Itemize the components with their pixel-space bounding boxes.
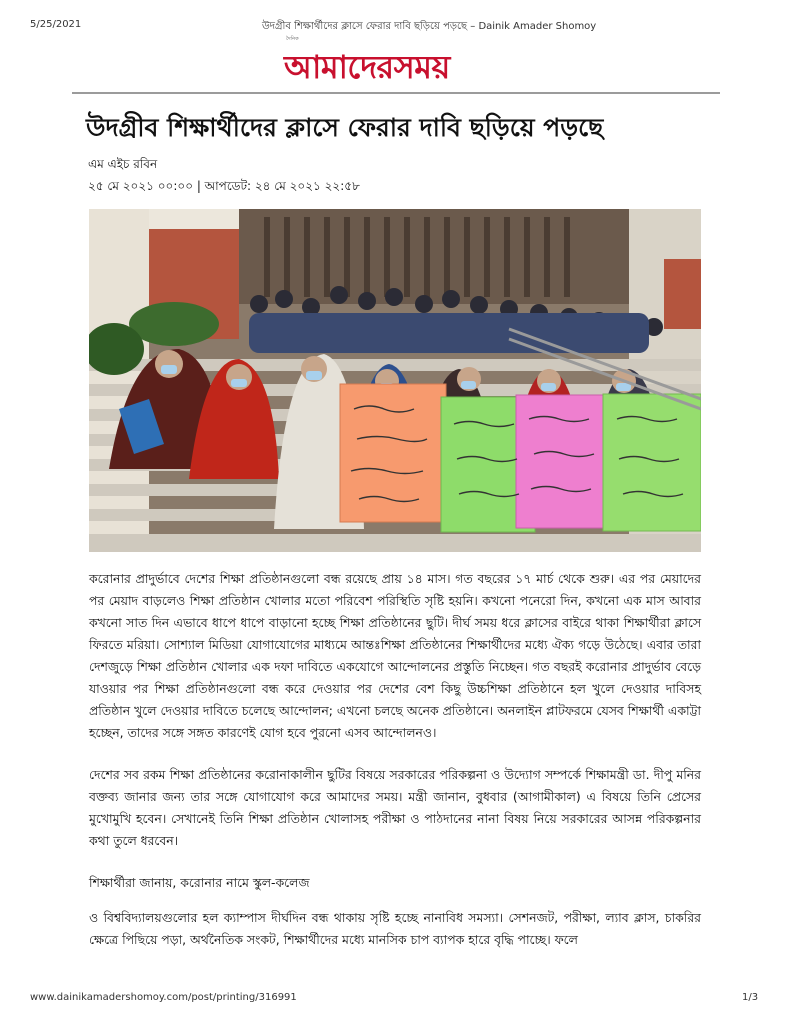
article-photo <box>89 209 701 552</box>
logo-text: আমাদেরসময় <box>284 48 450 86</box>
logo-tagline: দৈনিক <box>286 36 299 42</box>
article-dates: ২৫ মে ২০২১ ০০:০০ | আপডেট: ২৪ মে ২০২১ ২২:৫৮ <box>88 179 360 193</box>
article-author: এম এইচ রবিন <box>88 157 158 171</box>
article-headline: উদগ্রীব শিক্ষার্থীদের ক্লাসে ফেরার দাবি ছড়িয়ে পড়ছে <box>86 113 604 142</box>
page-number: 1/3 <box>742 992 759 1003</box>
article-paragraph: দেশের সব রকম শিক্ষা প্রতিষ্ঠানের করোনাকালীন ছুটির বিষয়ে সরকারের পরিকল্পনা ও উদ্যোগ সম্পর্কে শিক্ষামন্ত্রী ডা. দীপু মনির বক্তব্য জানার জন্য তার সঙ্গে যোগাযোগ করে আমাদের সময়। মন্ত্রী জানান, বুধবার (আগামীকাল) এ বিষয়ে তিনি প্রেসের মুখোমুখি হবেন। সেখানেই তিনি শিক্ষা প্রতিষ্ঠান খোলাসহ পরীক্ষা ও পাঠদানের নানা বিষয় নিয়ে সরকারের আসন্ন পরিকল্পনার কথা তুলে ধরবেন। <box>89 767 701 848</box>
print-page-title: উদগ্রীব শিক্ষার্থীদের ক্লাসে ফেরার দাবি ছড়িয়ে পড়ছে – Dainik Amader Shomoy <box>262 21 597 32</box>
newspaper-logo[interactable] <box>284 36 514 84</box>
article-paragraph: করোনার প্রাদুর্ভাবে দেশের শিক্ষা প্রতিষ্ঠানগুলো বন্ধ রয়েছে প্রায় ১৪ মাস। গত বছরের ১৭ মার্চ থেকে শুরু। এর পর মেয়াদের পর মেয়াদ বাড়লেও শিক্ষা প্রতিষ্ঠান খোলার মতো পরিবেশ পরিস্থিতি সৃষ্টি হয়নি। কখনো পনেরো দিন, কখনো এক মাস আবার কখনো সাত দিন এভাবে ধাপে ধাপে বাড়ানো হচ্ছে শিক্ষা প্রতিষ্ঠানের ছুটি। দীর্ঘ সময় ধরে ক্লাসের বাইরে থাকা শিক্ষার্থীরা ক্লাসে ফিরতে মরিয়া। সোশ্যাল মিডিয়া যোগাযোগের মাধ্যমে আন্তঃশিক্ষা প্রতিষ্ঠানের শিক্ষার্থীদের মধ্যে ঐক্য গড়ে উঠেছে। এবার তারা দেশজুড়ে শিক্ষা প্রতিষ্ঠান খোলার এক দফা দাবিতে একযোগে আন্দোলনের প্রস্তুতি নিচ্ছেন। গত বছরই করোনার প্রাদুর্ভাব বেড়ে যাওয়ার পর শিক্ষা প্রতিষ্ঠানগুলো বন্ধ করে দেওয়ার পর দেশের বেশ কিছু উচ্চশিক্ষা প্রতিষ্ঠানে হল খুলে দেওয়ার দাবিসহ প্রতিষ্ঠান খুলে দেওয়ার দাবিতে চলেছে আন্দোলন; এখনো চলছে অনেক প্রতিষ্ঠানে। অনলাইন প্লাটফরমে যেসব শিক্ষার্থী একাট্টা হচ্ছেন, তাদের সঙ্গে সঙ্গত কারণেই যোগ হবে পুরনো এসব আন্দোলনও। <box>89 571 701 740</box>
print-date: 5/25/2021 <box>30 19 82 30</box>
article-paragraph: ও বিশ্ববিদ্যালয়গুলোর হল ক্যাম্পাস দীর্ঘদিন বন্ধ থাকায় সৃষ্টি হচ্ছে নানাবিধ সমস্যা। সেশনজট, পরীক্ষা, ল্যাব ক্লাস, চাকরির ক্ষেত্রে পিছিয়ে পড়া, অর্থনৈতিক সংকট, শিক্ষার্থীদের মধ্যে মানসিক চাপ ব্যাপক হারে বৃদ্ধি পাচ্ছে। ফলে <box>89 910 701 947</box>
header-divider <box>72 92 720 94</box>
print-url: www.dainikamadershomoy.com/post/printing/316991 <box>30 992 297 1003</box>
article-subheading: শিক্ষার্থীরা জানায়, করোনার নামে স্কুল-কলেজ <box>89 875 310 890</box>
